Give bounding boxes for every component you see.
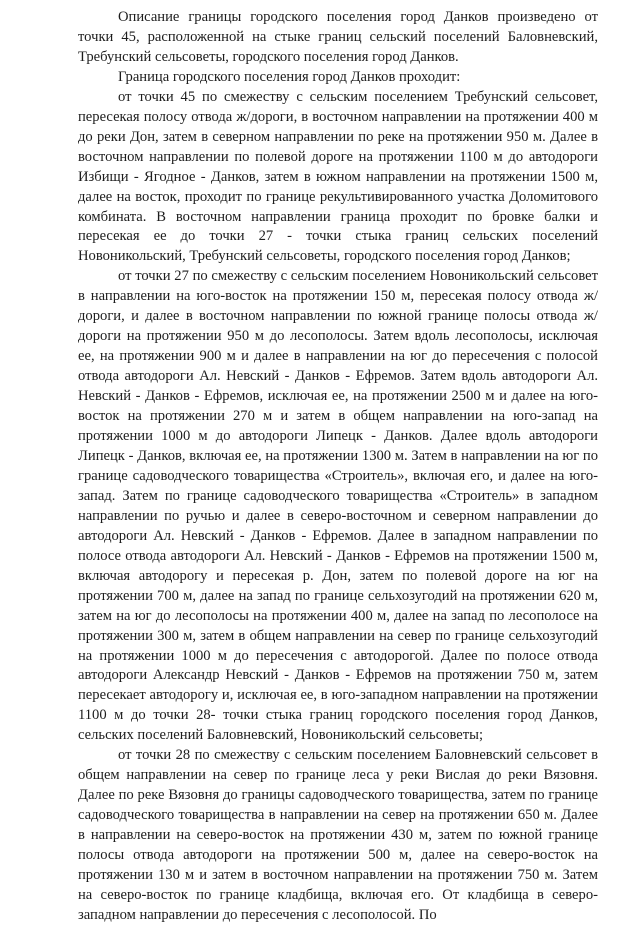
paragraph-point-45: от точки 45 по смежеству с сельским поселением Требунский сельсовет, пересекая полосу отвода ж/дороги, в восточном направлении на протяжении 400 м до реки Дон, затем в северном направлении по реке на протяжении 950 м. Далее в восточном направлении по полевой дороге на протяжении 1100 м до автодороги Избищи - Ягодное - Данков, затем в южном направлении на протяжении 1500 м, далее на восток, проходит по границе рекультивированного участка Доломитового комбината. В восточном направлении граница проходит по бровке балки и пересекая ее до точки 27 - точки стыка границ сельских поселений Новоникольский, Требунский сельсоветы, городского поселения город Данков; bbox=[78, 88, 598, 265]
paragraph-heading: Граница городского поселения город Данков проходит: bbox=[118, 68, 461, 85]
paragraph-point-28: от точки 28 по смежеству с сельским поселением Баловневский сельсовет в общем направлении на север по границе леса у реки Вислая до реки Вязовня. Далее по реке Вязовня до границы садоводческого товарищества, затем по границе садоводческого товарищества в направлении на север на протяжении 650 м. Далее в направлении на северо-восток на протяжении 430 м, затем по южной границе полосы отвода автодороги на протяжении 500 м, далее на северо-восток на протяжении 130 м и затем в восточном направлении на протяжении 750 м. Затем на северо-восток по границе кладбища, включая его. От кладбища в северо-западном направлении до пересечения с лесополосой. По bbox=[78, 747, 598, 923]
document-body bbox=[78, 8, 598, 926]
paragraph-point-27: от точки 27 по смежеству с сельским поселением Новоникольский сельсовет в направлении на юго-восток на протяжении 150 м, пересекая полосу отвода ж/дороги, и далее в восточном направлении по южной границе полосы отвода ж/дороги на протяжении 950 м до лесополосы. Затем вдоль лесополосы, исключая ее, на протяжении 900 м и далее в направлении на юг до пересечения с полосой отвода автодороги Ал. Невский - Данков - Ефремов. Затем вдоль автодороги Ал. Невский - Данков - Ефремов, исключая ее, на протяжении 2500 м и далее на юго-восток на протяжении 270 м и затем в общем направлении на юго-запад на протяжении 1000 м до автодороги Липецк - Данков. Далее вдоль автодороги Липецк - Данков, включая ее, на протяжении 1300 м. Затем в направлении на юг по границе садоводческого товарищества «Строитель», включая его, и далее на юго-запад. Затем по границе садоводческого товарищества «Строитель» в западном направлении по ручью и далее в северо-восточном и северном направлении до автодороги Ал. Невский - Данков - Ефремов. Далее в западном направлении по полосе отвода автодороги Ал. Невский - Данков - Ефремов на протяжении 1500 м, включая автодорогу и пересекая р. Дон, затем по полевой дороге на юг на протяжении 700 м, далее на запад по границе сельхозугодий на протяжении 620 м, затем на юг до лесополосы на протяжении 400 м, далее на запад по лесополосе на протяжении 300 м, затем в общем направлении на север по границе сельхозугодий на протяжении 1000 м до пересечения с автодорогой. Далее по полосе отвода автодороги Александр Невский - Данков - Ефремов на протяжении 750 м, затем пересекает автодорогу и, исключая ее, в юго-западном направлении на протяжении 1100 м до точки 28- точки стыка границ городского поселения город Данков, сельских поселений Баловневский, Новоникольский сельсоветы; bbox=[78, 268, 598, 744]
paragraph-intro: Описание границы городского поселения город Данков произведено от точки 45, расположенной на стыке границ сельский поселений Баловневский, Требунский сельсоветы, городского поселения город Данков. bbox=[78, 9, 598, 65]
